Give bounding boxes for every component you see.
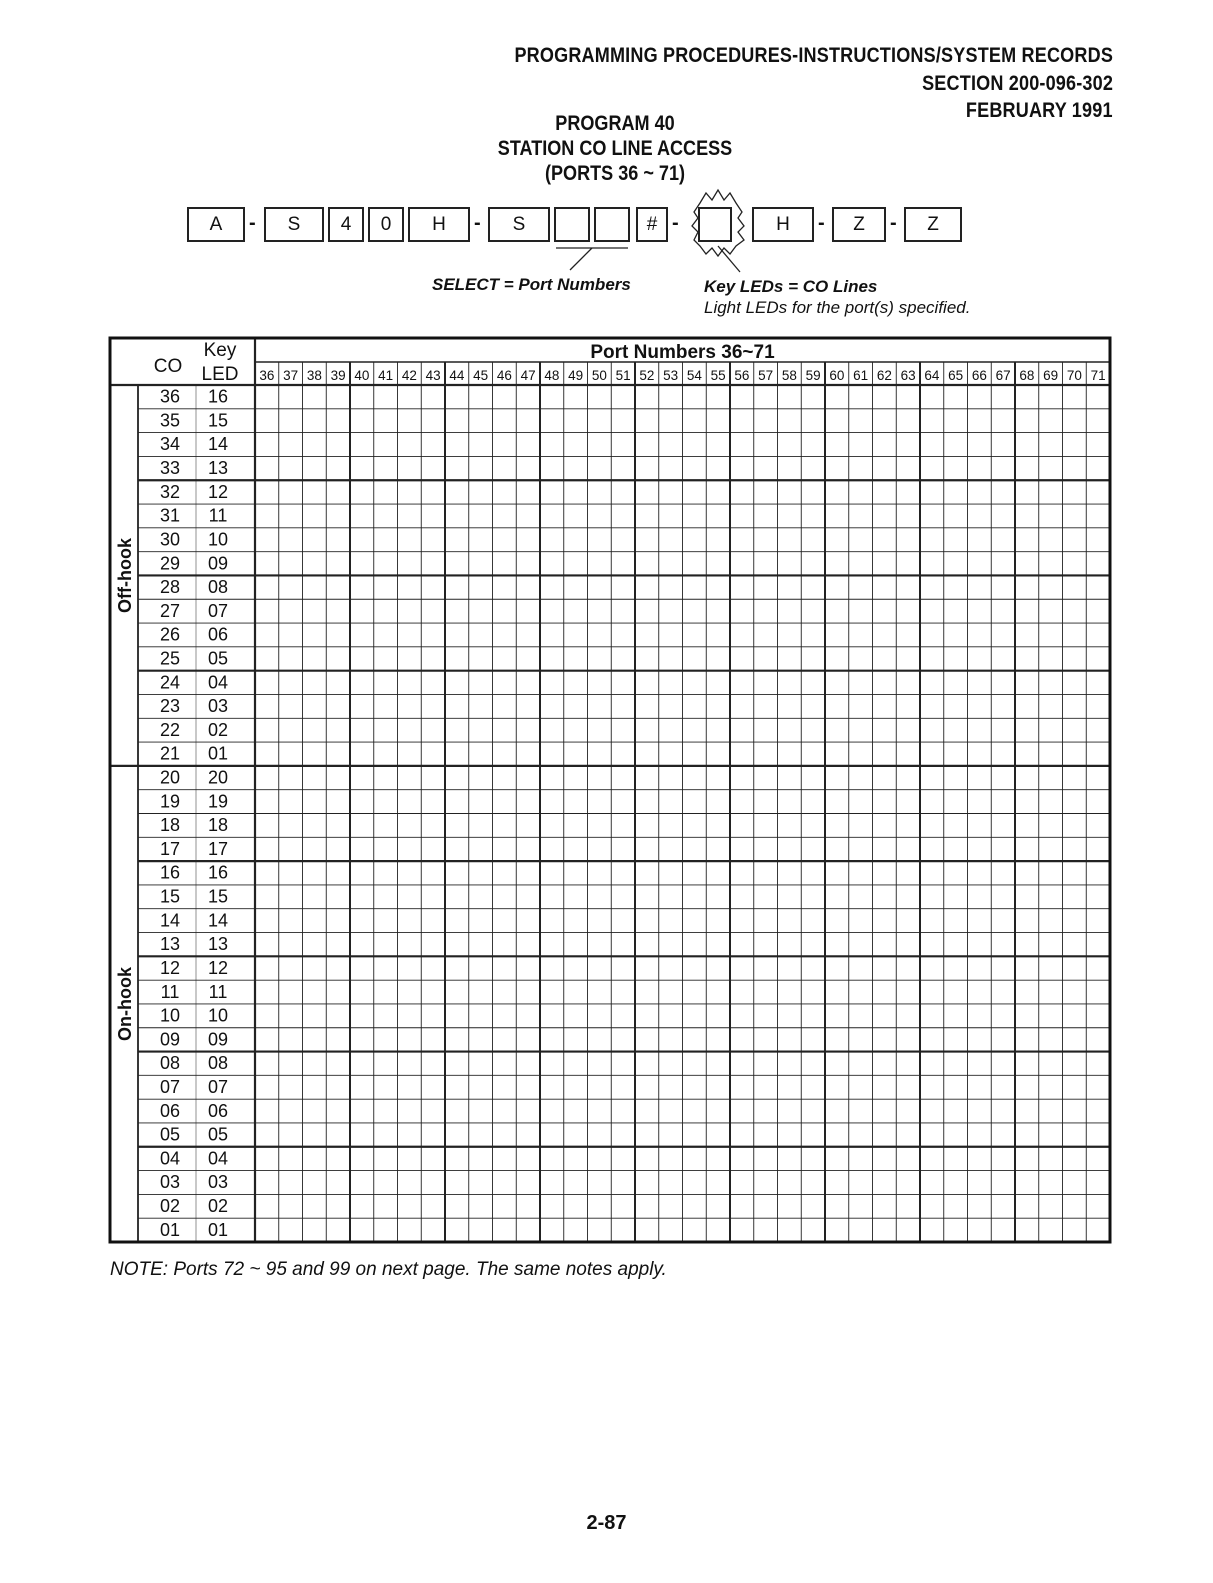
port-number-label: 47: [520, 368, 536, 383]
led-number: 10: [207, 1005, 229, 1026]
port-number-label: 67: [995, 368, 1011, 383]
port-number-label: 36: [259, 368, 275, 383]
led-number: 08: [207, 577, 229, 598]
co-number: 15: [159, 886, 181, 907]
port-number-label: 51: [615, 368, 631, 383]
co-number: 03: [159, 1172, 181, 1193]
port-number-label: 57: [758, 368, 774, 383]
led-number: 06: [207, 624, 229, 645]
led-number: 16: [207, 386, 229, 407]
program-title: PROGRAM 40: [555, 112, 675, 135]
port-number-label: 55: [710, 368, 726, 383]
led-number: 07: [207, 1076, 229, 1097]
co-number: 27: [159, 600, 181, 621]
led-number: 08: [207, 1053, 229, 1074]
port-number-label: 38: [306, 368, 322, 383]
port-number-label: 69: [1043, 368, 1059, 383]
dash-separator: -: [474, 212, 481, 234]
led-number: 11: [208, 505, 228, 526]
port-number-label: 59: [805, 368, 821, 383]
co-number: 11: [160, 981, 180, 1002]
co-number: 25: [159, 648, 181, 669]
co-number: 32: [159, 481, 181, 502]
led-number: 18: [207, 815, 229, 836]
port-number-label: 49: [568, 368, 584, 383]
port-number-label: 42: [401, 368, 417, 383]
led-number: 16: [207, 862, 229, 883]
led-number: 09: [207, 1029, 229, 1050]
co-number: 34: [159, 434, 181, 455]
co-number: 08: [159, 1053, 181, 1074]
onhook-label: On-hook: [115, 966, 135, 1041]
port-number-label: 41: [378, 368, 394, 383]
select-label: SELECT = Port Numbers: [432, 275, 631, 294]
key-box-h2: H: [752, 207, 814, 242]
co-number: 12: [159, 957, 181, 978]
co-number: 17: [159, 838, 181, 859]
port-number-label: 71: [1090, 368, 1106, 383]
port-number-label: 68: [1019, 368, 1035, 383]
led-number: 13: [207, 934, 229, 955]
co-number: 31: [159, 505, 181, 526]
key-box-0: 0: [368, 207, 404, 242]
led-number: 03: [207, 696, 229, 717]
co-number: 35: [159, 410, 181, 431]
led-number: 02: [207, 719, 229, 740]
port-number-label: 58: [781, 368, 797, 383]
led-number: 12: [207, 957, 229, 978]
co-header: CO: [153, 356, 183, 377]
port-number-label: 46: [496, 368, 512, 383]
co-number: 16: [159, 862, 181, 883]
led-number: 09: [207, 553, 229, 574]
co-number: 24: [159, 672, 181, 693]
port-number-label: 45: [473, 368, 489, 383]
page-number: 2-87: [586, 1512, 627, 1534]
led-number: 05: [207, 1124, 229, 1145]
dash-separator: -: [818, 212, 825, 234]
led-number: 04: [207, 1148, 229, 1169]
led-number: 17: [207, 838, 229, 859]
key-box-hash: #: [636, 207, 668, 242]
led-number: 20: [207, 767, 229, 788]
co-number: 28: [159, 577, 181, 598]
led-number: 03: [207, 1172, 229, 1193]
co-number: 14: [159, 910, 181, 931]
port-number-label: 44: [449, 368, 465, 383]
key-box-4: 4: [328, 207, 364, 242]
offhook-label: Off-hook: [115, 537, 135, 613]
port-number-label: 63: [900, 368, 916, 383]
port-number-label: 62: [876, 368, 892, 383]
co-number: 09: [159, 1029, 181, 1050]
led-number: 13: [207, 458, 229, 479]
co-number: 04: [159, 1148, 181, 1169]
led-label: Key LEDs = CO Lines: [704, 277, 878, 296]
co-number: 18: [159, 815, 181, 836]
port-number-label: 40: [354, 368, 370, 383]
port-number-label: 50: [591, 368, 607, 383]
led-number: 15: [207, 410, 229, 431]
dash-separator: -: [249, 212, 256, 234]
key-header: Key: [203, 340, 237, 361]
key-box-z2: Z: [904, 207, 962, 242]
co-number: 10: [159, 1005, 181, 1026]
led-number: 19: [207, 791, 229, 812]
co-number: 22: [159, 719, 181, 740]
port-number-label: 43: [425, 368, 441, 383]
port-number-label: 64: [924, 368, 940, 383]
doc-header-date: FEBRUARY 1991: [966, 99, 1113, 122]
key-box-h: H: [408, 207, 470, 242]
co-number: 21: [159, 743, 181, 764]
port-number-label: 60: [829, 368, 845, 383]
ports-title: Port Numbers 36~71: [590, 342, 775, 363]
port-number-label: 56: [734, 368, 750, 383]
port-number-label: 39: [330, 368, 346, 383]
doc-header-line1: PROGRAMMING PROCEDURES-INSTRUCTIONS/SYSTEM RECORDS: [514, 44, 1113, 67]
led-number: 06: [207, 1100, 229, 1121]
port-number-label: 37: [283, 368, 299, 383]
led-number: 10: [207, 529, 229, 550]
co-number: 23: [159, 696, 181, 717]
port-number-label: 70: [1066, 368, 1082, 383]
led-number: 14: [207, 434, 229, 455]
dash-separator: -: [672, 212, 679, 234]
dash-separator: -: [890, 212, 897, 234]
port-number-label: 61: [853, 368, 869, 383]
co-number: 06: [159, 1100, 181, 1121]
led-number: 11: [208, 981, 228, 1002]
co-number: 19: [159, 791, 181, 812]
led-number: 15: [207, 886, 229, 907]
co-number: 33: [159, 458, 181, 479]
co-number: 05: [159, 1124, 181, 1145]
co-number: 13: [159, 934, 181, 955]
led-sublabel: Light LEDs for the port(s) specified.: [704, 298, 971, 317]
led-number: 05: [207, 648, 229, 669]
port-number-label: 65: [948, 368, 964, 383]
led-number: 07: [207, 600, 229, 621]
key-box-s: S: [264, 207, 324, 242]
port-number-label: 54: [686, 368, 702, 383]
key-box-a: A: [187, 207, 245, 242]
led-number: 04: [207, 672, 229, 693]
co-number: 01: [159, 1219, 181, 1240]
co-number: 30: [159, 529, 181, 550]
co-number: 36: [159, 386, 181, 407]
co-number: 20: [159, 767, 181, 788]
port-number-label: 52: [639, 368, 655, 383]
co-number: 29: [159, 553, 181, 574]
led-header: LED: [201, 364, 239, 385]
port-number-label: 66: [971, 368, 987, 383]
program-subtitle: STATION CO LINE ACCESS: [497, 137, 733, 160]
led-number: 12: [207, 481, 229, 502]
key-box-s2: S: [488, 207, 550, 242]
doc-header-section: SECTION 200-096-302: [922, 72, 1113, 95]
port-number-label: 48: [544, 368, 560, 383]
footnote: NOTE: Ports 72 ~ 95 and 99 on next page. The same notes apply.: [110, 1259, 667, 1280]
co-number: 02: [159, 1196, 181, 1217]
program-ports: (PORTS 36 ~ 71): [544, 162, 686, 185]
co-number: 07: [159, 1076, 181, 1097]
led-number: 14: [207, 910, 229, 931]
led-number: 01: [207, 1219, 229, 1240]
led-number: 02: [207, 1196, 229, 1217]
co-number: 26: [159, 624, 181, 645]
led-number: 01: [207, 743, 229, 764]
port-number-label: 53: [663, 368, 679, 383]
key-box-z: Z: [832, 207, 886, 242]
